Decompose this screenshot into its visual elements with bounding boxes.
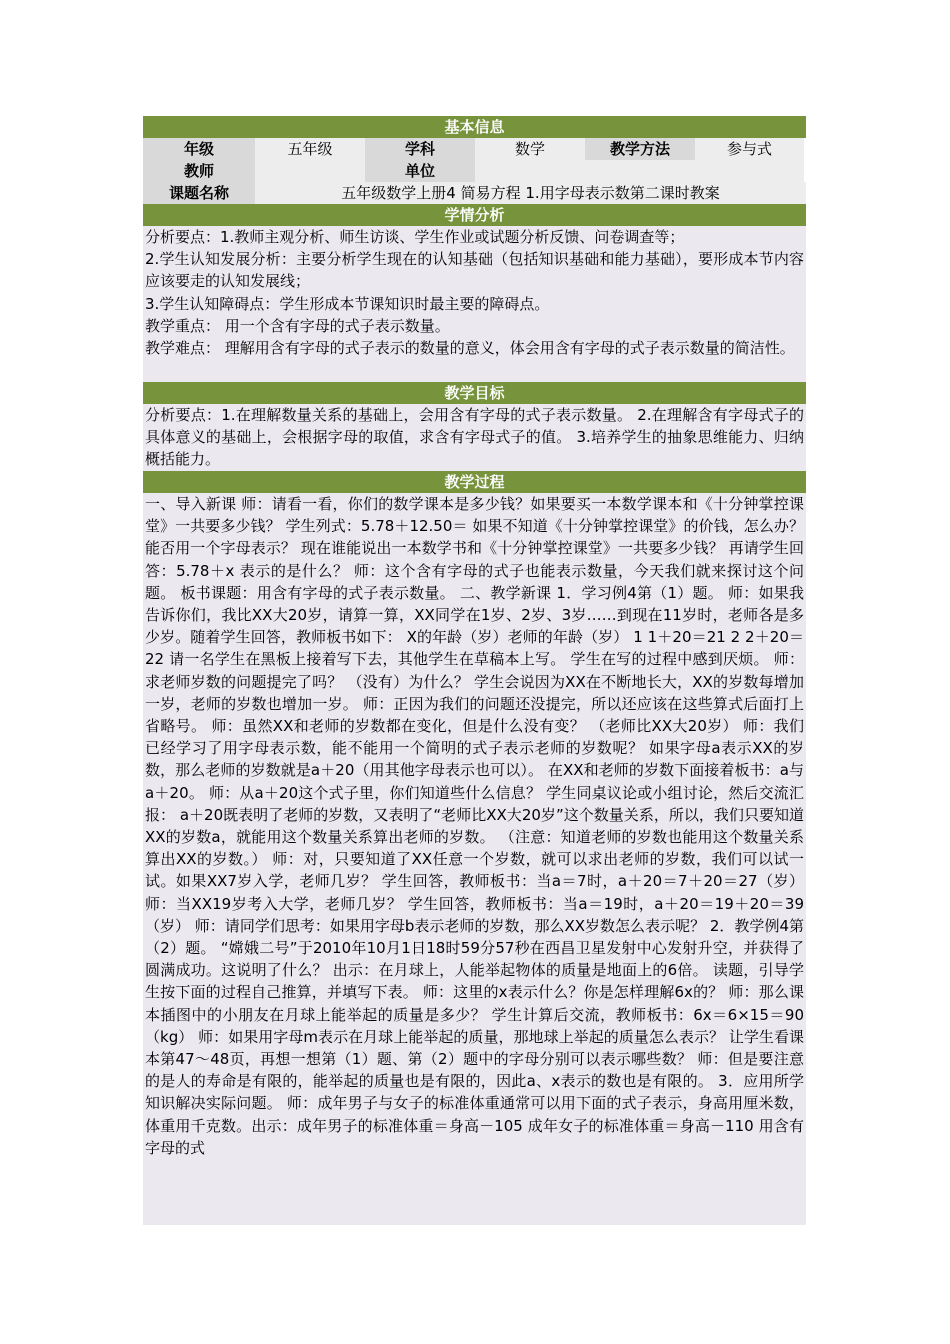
info-row-1 <box>143 138 806 160</box>
unit-value <box>475 160 804 182</box>
analysis-key-point: 教学重点： 用一个含有字母的式子表示数量。 <box>145 316 450 335</box>
analysis-difficulty: 教学难点： 理解用含有字母的式子表示的数量的意义，体会用含有字母的式子表示数量的简洁性。 <box>145 339 795 358</box>
subject-label: 学科 <box>365 138 475 160</box>
info-row-2 <box>143 160 806 182</box>
section-header-goals: 教学目标 <box>143 382 806 404</box>
lesson-title-value: 五年级数学上册4 简易方程 1.用字母表示数第二课时教案 <box>255 182 806 204</box>
lesson-title-label: 课题名称 <box>143 182 255 204</box>
section-header-basic: 基本信息 <box>143 116 806 138</box>
section-header-analysis: 学情分析 <box>143 204 806 226</box>
analysis-line-2: 2.学生认知发展分析：主要分析学生现在的认知基础（包括知识基础和能力基础），要形成本节内容应该要走的认知发展线； <box>145 250 804 291</box>
goals-block <box>143 404 806 471</box>
unit-label: 单位 <box>365 160 475 182</box>
info-row-3 <box>143 182 806 204</box>
analysis-line-3: 3.学生认知障碍点：学生形成本节课知识时最主要的障碍点。 <box>145 294 550 313</box>
goals-text: 分析要点：1.在理解数量关系的基础上，会用含有字母的式子表示数量。 2.在理解含有字母式子的具体意义的基础上，会根据字母的取值，求含有字母式子的值。 3.培养学生的抽象思维能力、归纳概括能力。 <box>145 406 804 469</box>
lesson-plan-sheet <box>143 116 806 1225</box>
teacher-label: 教师 <box>143 160 255 182</box>
grade-value: 五年级 <box>255 138 365 160</box>
analysis-block <box>143 226 806 382</box>
teacher-value <box>255 160 365 182</box>
grade-label: 年级 <box>143 138 255 160</box>
process-block <box>143 493 806 1225</box>
subject-value: 数学 <box>475 138 585 160</box>
method-value: 参与式 <box>695 138 804 160</box>
method-label: 教学方法 <box>585 138 695 160</box>
analysis-line-1: 分析要点：1.教师主观分析、师生访谈、学生作业或试题分析反馈、问卷调查等； <box>145 228 685 246</box>
section-header-process: 教学过程 <box>143 471 806 493</box>
process-text: 一、导入新课 师：请看一看，你们的数学课本是多少钱？如果要买一本数学课本和《十分钟掌控课堂》一共要多少钱？ 学生列式：5.78＋12.50＝ 如果不知道《十分钟掌控课堂》的价钱，怎么办？ 能否用一个字母表示？ 现在谁能说出一本数学书和《十分钟掌控课堂》一共要多少钱？ 再请学生回答：5.78＋x 表示的是什么？ 师：这个含有字母的式子也能表示数量，今天我们就来探讨这个问题。 板书课题：用含有字母的式子表示数量。 二、教学新课 1．学习例4第（1）题。 师：如果我告诉你们，我比XX大20岁，请算一算，XX同学在1岁、2岁、3岁……到现在11岁时，老师各是多少岁。随着学生回答，教师板书如下： X的年龄（岁）老师的年龄（岁） 1 1＋20＝21 2 2＋20＝22 请一名学生在黑板上接着写下去，其他学生在草稿本上写。 学生在写的过程中感到厌烦。 师：求老师岁数的问题提完了吗？ （没有）为什么？ 学生会说因为XX在不断地长大，XX的岁数每增加一岁，老师的岁数也增加一岁。 师：正因为我们的问题还没提完，所以还应该在这些算式后面打上省略号。 师：虽然XX和老师的岁数都在变化，但是什么没有变？ （老师比XX大20岁） 师：我们已经学习了用字母表示数，能不能用一个简明的式子表示老师的岁数呢？ 如果字母a表示XX的岁数，那么老师的岁数就是a＋20（用其他字母表示也可以）。 在XX和老师的岁数下面接着板书：a与a＋20。 师：从a＋20这个式子里，你们知道些什么信息？ 学生同桌议论或小组讨论，然后交流汇报： a＋20既表明了老师的岁数，又表明了“老师比XX大20岁”这个数量关系，所以，我们只要知道XX的岁数a，就能用这个数量关系算出老师的岁数。 （注意：知道老师的岁数也能用这个数量关系算出XX的岁数。） 师：对，只要知道了XX任意一个岁数，就可以求出老师的岁数，我们可以试一试。如果XX7岁入学，老师几岁？ 学生回答，教师板书：当a＝7时，a＋20＝7＋20＝27（岁） 师：当XX19岁考入大学，老师几岁？ 学生回答，教师板书：当a＝19时，a＋20＝19＋20＝39（岁） 师：请同学们思考：如果用字母b表示老师的岁数，那么XX岁数怎么表示呢？ 2．教学例4第（2）题。 “嫦娥二号”于2010年10月1日18时59分57秒在西昌卫星发射中心发射升空，并获得了圆满成功。这说明了什么？ 出示：在月球上，人能举起物体的质量是地面上的6倍。 读题，引导学生按下面的过程自己推算，并填写下表。 师：这里的x表示什么？你是怎样理解6x的？ 师：那么课本插图中的小朋友在月球上能举起的质量是多少？ 学生计算后交流，教师板书：6x＝6×15＝90（kg） 师：如果用字母m表示在月球上能举起的质量，那地球上举起的质量怎么表示？ 让学生看课本第47～48页，再想一想第（1）题、第（2）题中的字母分别可以表示哪些数？ 师：但是要注意的是人的寿命是有限的，能举起的质量也是有限的，因此a、x表示的数也是有限的。 3．应用所学知识解决实际问题。 师：成年男子与女子的标准体重通常可以用下面的式子表示，身高用厘米数，体重用千克数。出示：成年男子的标准体重＝身高－105 成年女子的标准体重＝身高－110 用含有字母的式 <box>145 495 804 1157</box>
